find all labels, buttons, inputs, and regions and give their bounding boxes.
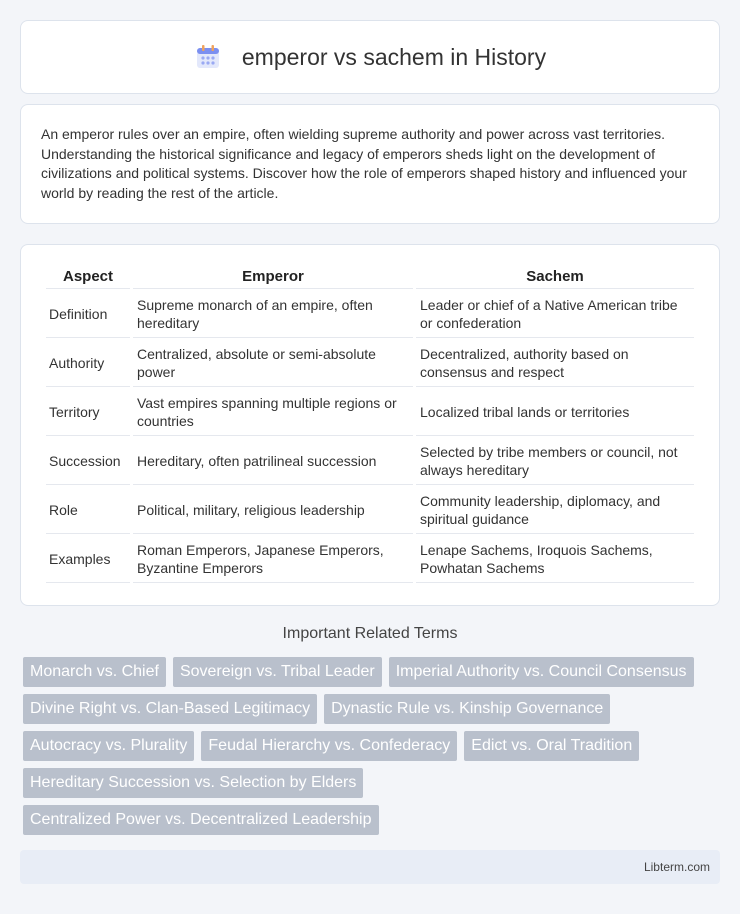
table-cell: Roman Emperors, Japanese Emperors, Byzantine Emperors	[133, 536, 413, 583]
header-card	[20, 20, 720, 94]
related-terms-title: Important Related Terms	[282, 625, 458, 642]
table-cell: Centralized, absolute or semi-absolute power	[133, 340, 413, 387]
header-aspect: Aspect	[46, 267, 130, 289]
related-term-tag[interactable]: Edict vs. Oral Tradition	[464, 731, 639, 761]
header-emperor: Emperor	[133, 267, 413, 289]
table-row	[46, 487, 694, 534]
intro-text: An emperor rules over an empire, often wielding supreme authority and power across vast territories. Understanding the historical significance and legacy of emperors sheds light on the development of civilizations and political systems. Discover how the role of emperors shaped history and influenced your world by reading the rest of the article.	[41, 126, 687, 201]
table-cell: Selected by tribe members or council, not always hereditary	[416, 438, 694, 485]
related-term-tag[interactable]: Feudal Hierarchy vs. Confederacy	[201, 731, 457, 761]
table-cell: Vast empires spanning multiple regions or countries	[133, 389, 413, 436]
header-sachem: Sachem	[416, 267, 694, 289]
footer-brand-link[interactable]: Libterm.com	[643, 860, 710, 874]
related-term-tag[interactable]: Sovereign vs. Tribal Leader	[173, 657, 382, 687]
table-cell: Supreme monarch of an empire, often hereditary	[133, 291, 413, 338]
table-cell: Role	[46, 487, 130, 534]
table-row	[46, 291, 694, 338]
calendar-icon	[194, 43, 222, 71]
related-term-tag[interactable]: Autocracy vs. Plurality	[23, 731, 194, 761]
table-row	[46, 340, 694, 387]
related-terms-list	[23, 657, 723, 835]
table-cell: Localized tribal lands or territories	[416, 389, 694, 436]
table-cell: Authority	[46, 340, 130, 387]
table-cell: Territory	[46, 389, 130, 436]
table-row	[46, 536, 694, 583]
table-cell: Succession	[46, 438, 130, 485]
table-row	[46, 389, 694, 436]
table-cell: Lenape Sachems, Iroquois Sachems, Powhatan Sachems	[416, 536, 694, 583]
comparison-table	[43, 265, 697, 585]
table-cell: Political, military, religious leadership	[133, 487, 413, 534]
related-term-tag[interactable]: Divine Right vs. Clan-Based Legitimacy	[23, 694, 317, 724]
related-term-tag[interactable]: Centralized Power vs. Decentralized Leadership	[23, 805, 379, 835]
footer	[20, 850, 720, 884]
intro-card	[20, 104, 720, 224]
comparison-table-card	[20, 244, 720, 606]
related-term-tag[interactable]: Imperial Authority vs. Council Consensus	[389, 657, 694, 687]
table-cell: Leader or chief of a Native American tribe or confederation	[416, 291, 694, 338]
related-term-tag[interactable]: Dynastic Rule vs. Kinship Governance	[324, 694, 610, 724]
page-title: emperor vs sachem in History	[241, 43, 547, 70]
table-header-row	[46, 267, 694, 289]
table-cell: Definition	[46, 291, 130, 338]
table-cell: Hereditary, often patrilineal succession	[133, 438, 413, 485]
related-term-tag[interactable]: Monarch vs. Chief	[23, 657, 166, 687]
related-term-tag[interactable]: Hereditary Succession vs. Selection by Elders	[23, 768, 363, 798]
table-cell: Decentralized, authority based on consensus and respect	[416, 340, 694, 387]
table-row	[46, 438, 694, 485]
table-cell: Community leadership, diplomacy, and spiritual guidance	[416, 487, 694, 534]
table-cell: Examples	[46, 536, 130, 583]
